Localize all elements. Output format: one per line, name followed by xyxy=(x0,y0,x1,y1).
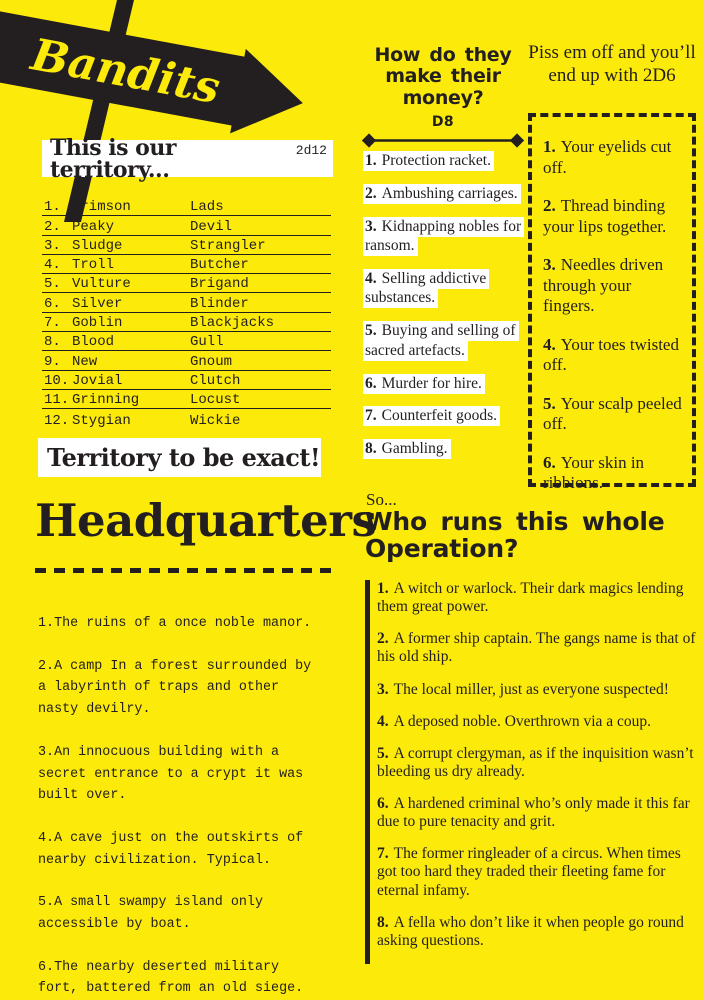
row-number: 6. xyxy=(44,295,61,312)
consequences-dashed-box xyxy=(528,113,696,493)
gang-name-table xyxy=(42,197,331,429)
list-item xyxy=(38,828,325,871)
item-text: Counterfeit goods. xyxy=(381,407,497,425)
item-text: Selling addictive substances. xyxy=(365,270,487,307)
gang-name-first: Silver xyxy=(72,295,123,312)
gang-name-first: Blood xyxy=(72,334,115,351)
item-text: Thread binding your lips together. xyxy=(543,195,667,236)
row-number: 4. xyxy=(44,257,61,274)
gang-name-second: Locust xyxy=(190,392,241,409)
item-number: 4. xyxy=(543,334,556,354)
list-item xyxy=(38,957,325,1000)
table-row xyxy=(42,236,331,255)
item-text: Your eyelids cut off. xyxy=(543,137,672,177)
gang-name-second: Clutch xyxy=(190,372,241,389)
item-number: 6. xyxy=(543,452,556,472)
territory-footer: Territory to be exact! xyxy=(47,442,321,472)
item-text: Protection racket. xyxy=(381,152,491,169)
item-text: Needles driven through your fingers. xyxy=(543,254,664,316)
gang-name-second: Wickie xyxy=(190,412,241,429)
item-text: A former ship captain. The gangs name is that of his old ship. xyxy=(377,630,696,666)
list-item xyxy=(543,453,683,494)
item-text: The local miller, just as everyone suspected! xyxy=(393,680,669,698)
list-item xyxy=(377,914,699,950)
table-row xyxy=(42,332,331,351)
list-item xyxy=(543,137,683,178)
item-number: 7. xyxy=(377,845,389,863)
gang-name-first: Vulture xyxy=(72,276,131,293)
item-text: The ruins of a once noble manor. xyxy=(54,616,312,631)
money-list xyxy=(363,151,524,472)
list-item xyxy=(543,335,683,376)
list-item xyxy=(377,580,699,616)
gang-name-first: Crimson xyxy=(72,199,131,216)
list-item xyxy=(377,745,699,781)
table-row xyxy=(42,197,331,216)
list-item xyxy=(363,321,524,360)
item-number: 1. xyxy=(365,152,377,169)
item-number: 5. xyxy=(38,895,55,911)
money-section-header xyxy=(363,45,523,130)
money-title: How do they make their money? xyxy=(374,44,512,109)
table-row xyxy=(42,313,331,332)
item-number: 4. xyxy=(38,830,55,846)
item-number: 6. xyxy=(38,959,55,975)
list-item xyxy=(363,151,524,170)
list-item xyxy=(377,713,699,731)
table-row xyxy=(42,371,331,390)
list-item xyxy=(543,255,683,317)
list-item xyxy=(377,845,699,899)
list-item xyxy=(377,681,699,699)
list-item xyxy=(363,406,524,425)
item-text: A hardened criminal who’s only made it this far due to pure tenacity and grit. xyxy=(377,795,690,831)
table-row xyxy=(42,216,331,235)
row-number: 8. xyxy=(44,334,61,351)
list-item xyxy=(377,795,699,831)
item-number: 5. xyxy=(377,744,389,762)
list-item xyxy=(363,184,524,203)
list-item xyxy=(363,217,524,256)
gang-name-second: Strangler xyxy=(190,237,266,254)
list-item xyxy=(38,742,325,807)
gang-name-second: Butcher xyxy=(190,257,249,274)
gang-name-first: Troll xyxy=(72,257,115,274)
gang-name-first: Grinning xyxy=(72,392,140,409)
list-item xyxy=(38,613,325,635)
gang-name-first: New xyxy=(72,353,98,370)
row-number: 1. xyxy=(44,199,61,216)
banner-title: Bandits xyxy=(27,29,224,115)
row-number: 7. xyxy=(44,315,61,332)
item-number: 4. xyxy=(377,712,389,730)
territory-dice-notation: 2d12 xyxy=(295,143,327,158)
row-number: 11. xyxy=(44,392,70,409)
gang-name-second: Blinder xyxy=(190,295,249,312)
item-number: 7. xyxy=(365,407,377,425)
territory-title: This is our territory... xyxy=(50,134,176,183)
gang-name-second: Blackjacks xyxy=(190,315,275,332)
item-text: Buying and selling of sacred artefacts. xyxy=(365,322,516,359)
list-item xyxy=(38,656,325,721)
headquarters-list xyxy=(38,613,325,1000)
row-number: 10. xyxy=(44,372,70,389)
money-dice-notation: D8 xyxy=(431,114,455,131)
row-number: 9. xyxy=(44,353,61,370)
item-number: 1. xyxy=(543,137,556,156)
row-number: 12. xyxy=(44,412,70,429)
territory-footer-box xyxy=(38,438,321,477)
list-item xyxy=(363,439,524,458)
boss-title: Who runs this whole Operation? xyxy=(365,507,665,563)
item-number: 1. xyxy=(38,616,55,631)
item-number: 4. xyxy=(365,270,377,287)
item-text: Kidnapping nobles for ransom. xyxy=(365,217,522,255)
item-number: 3. xyxy=(38,744,55,760)
row-number: 2. xyxy=(44,218,61,235)
table-row xyxy=(42,351,331,370)
item-number: 5. xyxy=(365,322,377,340)
item-number: 3. xyxy=(377,680,389,698)
item-number: 2. xyxy=(38,658,55,674)
item-number: 2. xyxy=(365,184,377,202)
item-text: The nearby deserted military fort, battered from an old siege. xyxy=(38,959,304,997)
list-item xyxy=(543,394,683,435)
table-row xyxy=(42,255,331,274)
diamond-divider-arrow-icon xyxy=(362,133,524,148)
item-text: The former ringleader of a circus. When times got too hard they traded their fleeting fame for eternal infamy. xyxy=(377,845,681,899)
list-item xyxy=(363,269,524,308)
item-number: 2. xyxy=(543,195,556,215)
item-number: 8. xyxy=(365,440,377,458)
headquarters-title: Headquarters xyxy=(35,494,377,547)
item-number: 3. xyxy=(365,217,377,235)
gang-name-second: Gull xyxy=(190,334,224,351)
list-item xyxy=(543,196,683,237)
table-row xyxy=(42,274,331,293)
gang-name-second: Brigand xyxy=(190,276,249,293)
boss-intro: So... xyxy=(366,490,397,509)
list-item xyxy=(377,630,699,666)
item-text: Your scalp peeled off. xyxy=(543,393,682,434)
item-text: Ambushing carriages. xyxy=(381,184,518,202)
gang-name-first: Jovial xyxy=(72,372,123,389)
row-number: 5. xyxy=(44,276,61,293)
item-text: A fella who don’t like it when people go round asking questions. xyxy=(377,913,684,949)
item-number: 6. xyxy=(377,795,389,812)
item-text: Your skin in ribbions. xyxy=(543,452,645,493)
item-text: Your toes twisted off. xyxy=(543,334,679,375)
item-text: A deposed noble. Overthrown via a coup. xyxy=(393,712,652,730)
item-number: 8. xyxy=(377,913,389,931)
item-number: 6. xyxy=(365,374,377,392)
territory-title-box xyxy=(42,134,333,183)
consequences-title: Piss em off and you’ll end up with 2D6 xyxy=(528,42,696,86)
table-row xyxy=(42,390,331,409)
item-text: A camp In a forest surrounded by a labyrinth of traps and other nasty devilry. xyxy=(38,658,312,718)
item-number: 3. xyxy=(543,254,556,274)
gang-name-first: Peaky xyxy=(72,218,115,235)
table-row xyxy=(42,409,331,428)
headquarters-dashed-rule xyxy=(35,568,331,573)
item-text: Murder for hire. xyxy=(381,374,482,392)
gang-name-first: Goblin xyxy=(72,315,123,332)
item-text: An innocuous building with a secret entrance to a crypt it was built over. xyxy=(38,744,304,804)
item-text: A small swampy island only accessible by boat. xyxy=(38,895,264,933)
gang-name-second: Gnoum xyxy=(190,353,233,370)
table-row xyxy=(42,293,331,312)
boss-list xyxy=(365,580,699,964)
list-item xyxy=(363,374,524,393)
gang-name-second: Lads xyxy=(190,199,224,216)
item-number: 5. xyxy=(543,393,556,413)
item-text: A cave just on the outskirts of nearby civilization. Typical. xyxy=(38,830,304,868)
gang-name-first: Stygian xyxy=(72,412,131,429)
item-text: Gambling. xyxy=(381,440,448,458)
gang-name-first: Sludge xyxy=(72,237,123,254)
item-number: 2. xyxy=(377,630,389,648)
row-number: 3. xyxy=(44,237,61,254)
item-number: 1. xyxy=(377,580,389,597)
list-item xyxy=(38,892,325,935)
item-text: A witch or warlock. Their dark magics lending them great power. xyxy=(377,580,684,616)
item-text: A corrupt clergyman, as if the inquisition wasn’t bleeding us dry already. xyxy=(377,744,694,780)
gang-name-second: Devil xyxy=(190,218,233,235)
